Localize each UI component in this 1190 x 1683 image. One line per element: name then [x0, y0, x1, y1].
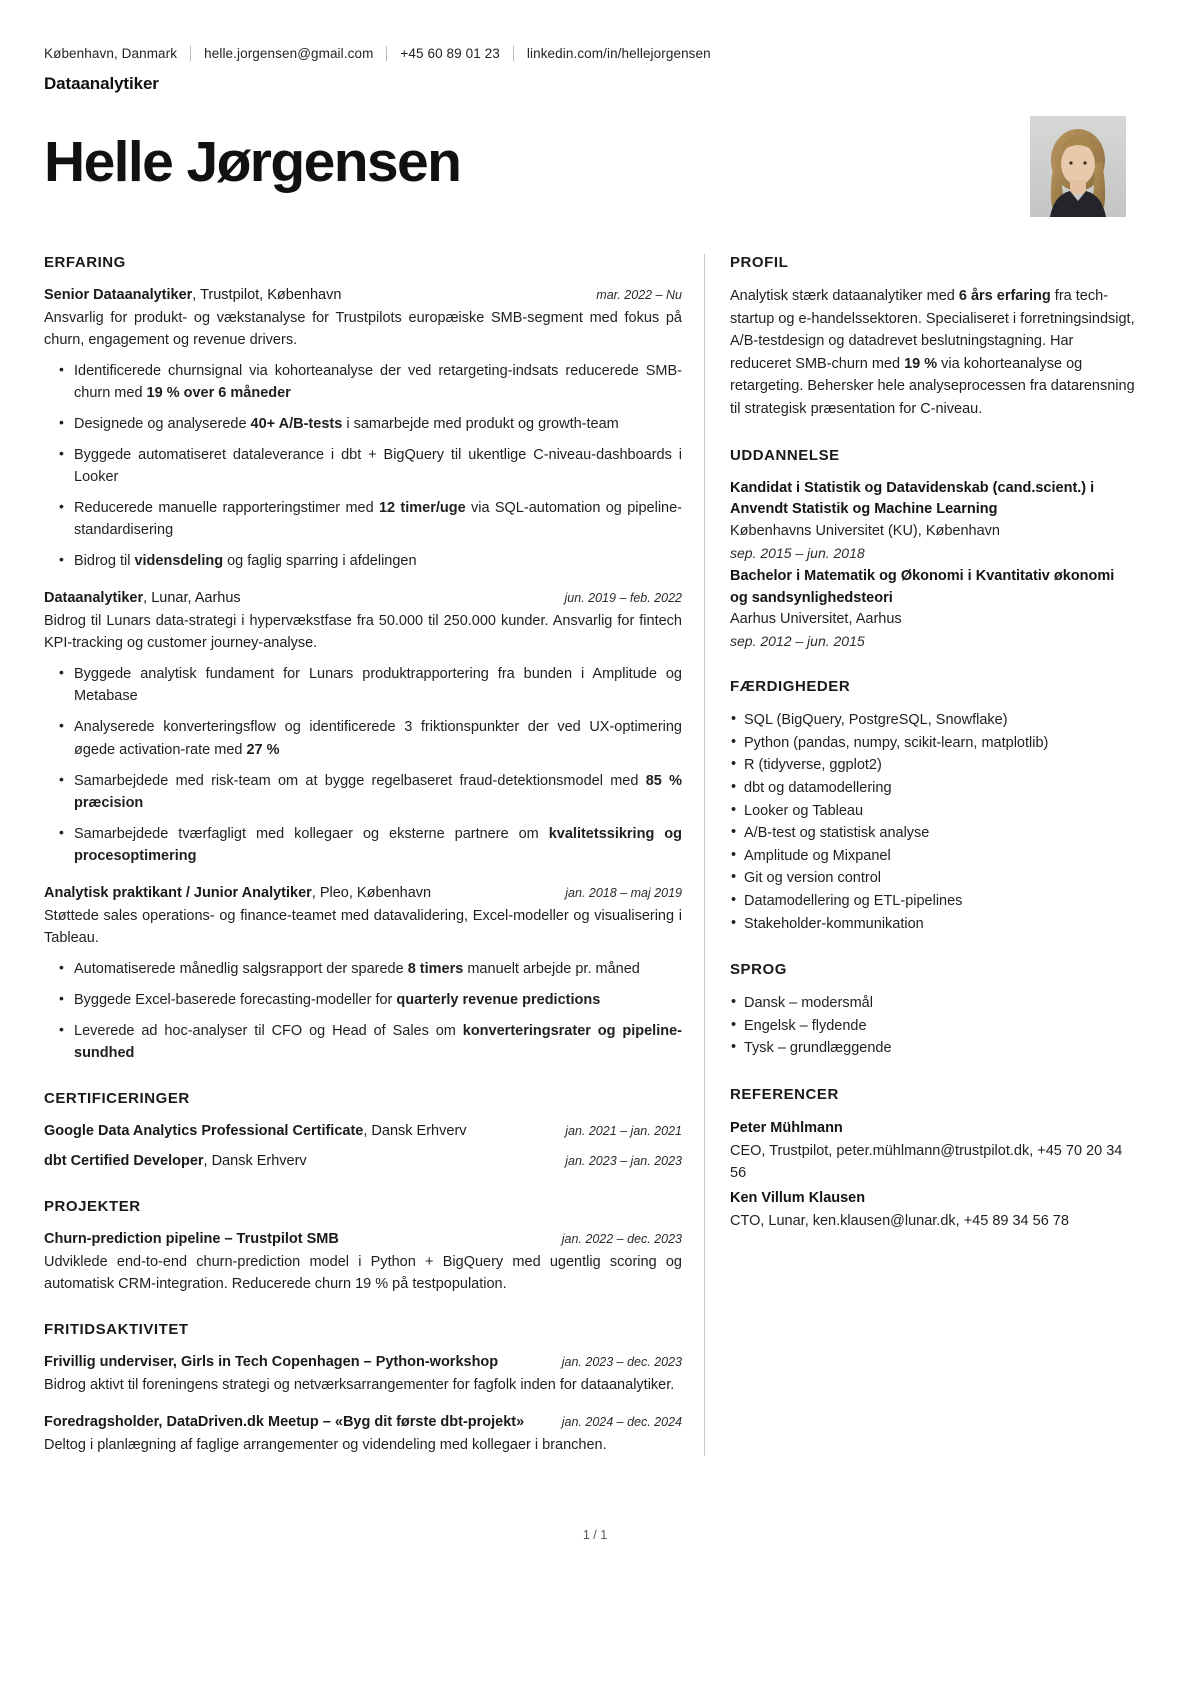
job-role-title: Dataanalytiker — [44, 74, 159, 93]
contact-separator — [386, 46, 387, 61]
section-heading-certificeringer: CERTIFICERINGER — [44, 1089, 190, 1107]
page-footer — [0, 1528, 1190, 1542]
section-sprog — [730, 961, 1136, 1060]
activity-entry — [44, 1352, 682, 1396]
education-school: Københavns Universitet (KU), København — [730, 523, 1000, 540]
bullet-item: • Byggede analytisk fundament for Lunars produktrapportering fra bunden i Amplitude og Metabase — [74, 663, 682, 707]
entry-date: jun. 2019 – feb. 2022 — [564, 591, 682, 606]
education-date: sep. 2015 – jun. 2018 — [730, 544, 865, 561]
skills-list — [730, 709, 1136, 935]
entry-bullets — [44, 663, 682, 866]
certification-issuer: , Dansk Erhverv — [203, 1152, 307, 1169]
section-heading-profil: PROFIL — [730, 254, 789, 271]
section-fritidsaktivitet — [44, 1321, 682, 1456]
certification-name: dbt Certified Developer — [44, 1152, 204, 1169]
bullet-item: • Reducerede manuelle rapporteringstimer med 12 timer/uge via SQL-automation og pipeline-standardisering — [74, 497, 682, 541]
project-description: Udviklede end-to-end churn-prediction model i Python + BigQuery med ugentlig scoring og automatisk CRM-integration. Reducerede churn 19 % på testpopulation. — [44, 1253, 682, 1292]
contact-phone[interactable]: +45 60 89 01 23 — [400, 45, 500, 61]
experience-entry — [44, 285, 682, 572]
entry-date: mar. 2022 – Nu — [596, 288, 682, 302]
section-heading-erfaring: ERFARING — [44, 254, 126, 271]
list-item: • Dansk – modersmål — [744, 992, 1136, 1015]
contact-separator — [513, 46, 514, 61]
page-title: Helle Jørgensen — [44, 130, 461, 194]
entry-head — [44, 883, 682, 904]
education-school: Aarhus Universitet, Aarhus — [730, 611, 902, 628]
entry-date: jan. 2018 – maj 2019 — [565, 885, 682, 900]
section-heading-sprog: SPROG — [730, 961, 787, 979]
certification-title — [44, 1121, 467, 1142]
section-heading-faerdigheder: FÆRDIGHEDER — [730, 678, 851, 696]
name-row — [44, 114, 1146, 224]
entry-head — [44, 1229, 682, 1250]
profile-paragraph: Analytisk stærk dataanalytiker med 6 års erfaring fra tech-startup og e-handelssektoren. Specialiseret i forretningsindsigt, A/B-testdesign og datadrevet beslutningstagning. Har reduceret SMB-churn med 19 % via kohorteanalyse og retargeting. Behersker hele analyseprocessen fra datarensning til strategisk præsentation for C-niveau. — [730, 288, 1135, 418]
list-item: • Git og version control — [744, 867, 1136, 890]
entry-title — [44, 285, 341, 306]
education-degree: Kandidat i Statistik og Datavidenskab (cand.scient.) i Anvendt Statistik og Machine Learning — [730, 479, 1095, 518]
section-certificeringer — [44, 1090, 682, 1172]
section-heading-uddannelse: UDDANNELSE — [730, 446, 840, 464]
entry-title-rest: , Pleo, København — [311, 884, 432, 901]
portrait-photo-icon — [1030, 116, 1126, 217]
avatar — [1030, 116, 1126, 217]
entry-bullets — [44, 958, 682, 1064]
activity-title-bold: Frivillig underviser, Girls in Tech Copenhagen – Python-workshop — [44, 1353, 499, 1370]
list-item: • Datamodellering og ETL-pipelines — [744, 890, 1136, 913]
bullet-item: • Byggede automatiseret dataleverance i dbt + BigQuery til ukentlige C-niveau-dashboards i Looker — [74, 444, 682, 488]
entry-bullets — [44, 360, 682, 572]
activity-title — [44, 1412, 524, 1433]
section-faerdigheder — [730, 678, 1136, 935]
list-item: • Tysk – grundlæggende — [744, 1037, 1136, 1060]
bullet-item: • Analyserede konverteringsflow og identificerede 3 friktionspunkter der ved UX-optimering øgede activation-rate med 27 % — [74, 716, 682, 760]
bullet-item: • Samarbejdede med risk-team om at bygge regelbaseret fraud-detektionsmodel med 85 % præcision — [74, 770, 682, 814]
contact-linkedin[interactable]: linkedin.com/in/hellejorgensen — [526, 45, 711, 61]
section-uddannelse — [730, 447, 1136, 653]
list-item: • dbt og datamodellering — [744, 777, 1136, 800]
sidebar-column — [705, 254, 1146, 1456]
project-title — [44, 1229, 339, 1250]
entry-head — [44, 285, 682, 306]
bullet-item: • Bidrog til vidensdeling og faglig sparring i afdelingen — [74, 550, 682, 572]
activity-entry — [44, 1412, 682, 1456]
entry-title-bold: Analytisk praktikant / Junior Analytiker — [44, 884, 312, 901]
certification-issuer: , Dansk Erhverv — [363, 1122, 467, 1139]
content-columns — [44, 254, 1146, 1456]
reference-name: Ken Villum Klausen — [730, 1189, 866, 1206]
reference-detail: CTO, Lunar, ken.klausen@lunar.dk, +45 89 34 56 78 — [730, 1212, 1069, 1229]
entry-head — [44, 1352, 682, 1373]
education-date: sep. 2012 – jun. 2015 — [730, 633, 865, 650]
bullet-item: • Leverede ad hoc-analyser til CFO og Head of Sales om konverteringsrater og pipeline-sundhed — [74, 1020, 682, 1064]
list-item: • Engelsk – flydende — [744, 1015, 1136, 1038]
bullet-item: • Byggede Excel-baserede forecasting-modeller for quarterly revenue predictions — [74, 989, 682, 1011]
page-indicator: 1 / 1 — [582, 1528, 608, 1542]
bullet-item: • Samarbejdede tværfagligt med kollegaer og eksterne partnere om kvalitetssikring og procesoptimering — [74, 823, 682, 867]
certification-date: jan. 2023 – jan. 2023 — [565, 1153, 682, 1168]
activity-description: Deltog i planlægning af faglige arrangementer og videndeling med kollegaer i branchen. — [44, 1437, 607, 1454]
contact-location: København, Danmark — [44, 45, 178, 61]
certification-name: Google Data Analytics Professional Certificate — [44, 1122, 364, 1139]
activity-date: jan. 2023 – dec. 2023 — [561, 1354, 682, 1369]
entry-title-rest: , Trustpilot, København — [192, 287, 342, 303]
list-item: • Looker og Tableau — [744, 800, 1136, 823]
list-item: • R (tidyverse, ggplot2) — [744, 754, 1136, 777]
section-profil — [730, 254, 1136, 421]
entry-title-rest: , Lunar, Aarhus — [143, 590, 241, 607]
reference-detail: CEO, Trustpilot, peter.mühlmann@trustpilot.dk, +45 70 20 34 56 — [730, 1142, 1123, 1182]
certification-date: jan. 2021 – jan. 2021 — [565, 1123, 682, 1138]
main-column — [44, 254, 704, 1456]
project-entry — [44, 1229, 682, 1295]
activity-title — [44, 1352, 498, 1373]
entry-head — [44, 1412, 682, 1433]
bullet-item: • Identificerede churnsignal via kohorteanalyse der ved retargeting-indsats reducerede SMB-churn med 19 % over 6 måneder — [74, 360, 682, 404]
section-heading-fritidsaktivitet: FRITIDSAKTIVITET — [44, 1320, 189, 1338]
list-item: • SQL (BigQuery, PostgreSQL, Snowflake) — [744, 709, 1136, 732]
experience-entry — [44, 883, 682, 1064]
entry-description: Bidrog til Lunars data-strategi i hypervækstfase fra 50.000 til 250.000 kunder. Ansvarlig for fintech KPI-tracking og customer journey-analyse. — [44, 613, 682, 652]
activity-description: Bidrog aktivt til foreningens strategi og netværksarrangementer for fagfolk inden for dataanalytiker. — [44, 1376, 675, 1393]
section-referencer — [730, 1086, 1136, 1232]
entry-head — [44, 588, 682, 609]
reference-item — [730, 1187, 1136, 1232]
project-date: jan. 2022 – dec. 2023 — [561, 1231, 682, 1246]
activity-title-bold: Foredragsholder, DataDriven.dk Meetup – «Byg dit første dbt-projekt» — [44, 1414, 525, 1431]
section-heading-referencer: REFERENCER — [730, 1086, 839, 1104]
section-projekter — [44, 1198, 682, 1295]
bullet-item: • Automatiserede månedlig salgsrapport der sparede 8 timers manuelt arbejde pr. måned — [74, 958, 682, 980]
section-erfaring — [44, 254, 682, 1064]
bullet-item: • Designede og analyserede 40+ A/B-tests i samarbejde med produkt og growth-team — [74, 413, 682, 435]
section-heading-projekter: PROJEKTER — [44, 1197, 141, 1215]
certification-title — [44, 1151, 307, 1172]
entry-title-bold: Senior Dataanalytiker — [44, 287, 193, 303]
languages-list — [730, 992, 1136, 1060]
education-item — [730, 566, 1136, 652]
entry-title-bold: Dataanalytiker — [44, 590, 144, 607]
reference-item — [730, 1117, 1136, 1185]
experience-entry — [44, 588, 682, 866]
contact-separator — [190, 46, 191, 61]
entry-title — [44, 883, 431, 904]
activity-date: jan. 2024 – dec. 2024 — [561, 1415, 682, 1430]
contact-line — [44, 44, 1146, 62]
entry-title — [44, 588, 241, 609]
list-item: • Stakeholder-kommunikation — [744, 913, 1136, 936]
entry-description: Støttede sales operations- og finance-teamet med datavalidering, Excel-modeller og visualisering i Tableau. — [44, 907, 682, 946]
education-item — [730, 478, 1136, 564]
list-item: • A/B-test og statistisk analyse — [744, 822, 1136, 845]
list-item: • Amplitude og Mixpanel — [744, 845, 1136, 868]
contact-email[interactable]: helle.jorgensen@gmail.com — [204, 45, 374, 61]
list-item: • Python (pandas, numpy, scikit-learn, matplotlib) — [744, 732, 1136, 755]
entry-description: Ansvarlig for produkt- og vækstanalyse for Trustpilots europæiske SMB-segment med fokus på churn, engagement og revenue drivers. — [44, 310, 682, 349]
education-degree: Bachelor i Matematik og Økonomi i Kvantitativ økonomi og sandsynlighedsteori — [730, 567, 1115, 606]
project-title-bold: Churn-prediction pipeline – Trustpilot SMB — [44, 1230, 339, 1247]
certification-row — [44, 1121, 682, 1142]
reference-name: Peter Mühlmann — [730, 1120, 843, 1137]
certification-row — [44, 1151, 682, 1172]
